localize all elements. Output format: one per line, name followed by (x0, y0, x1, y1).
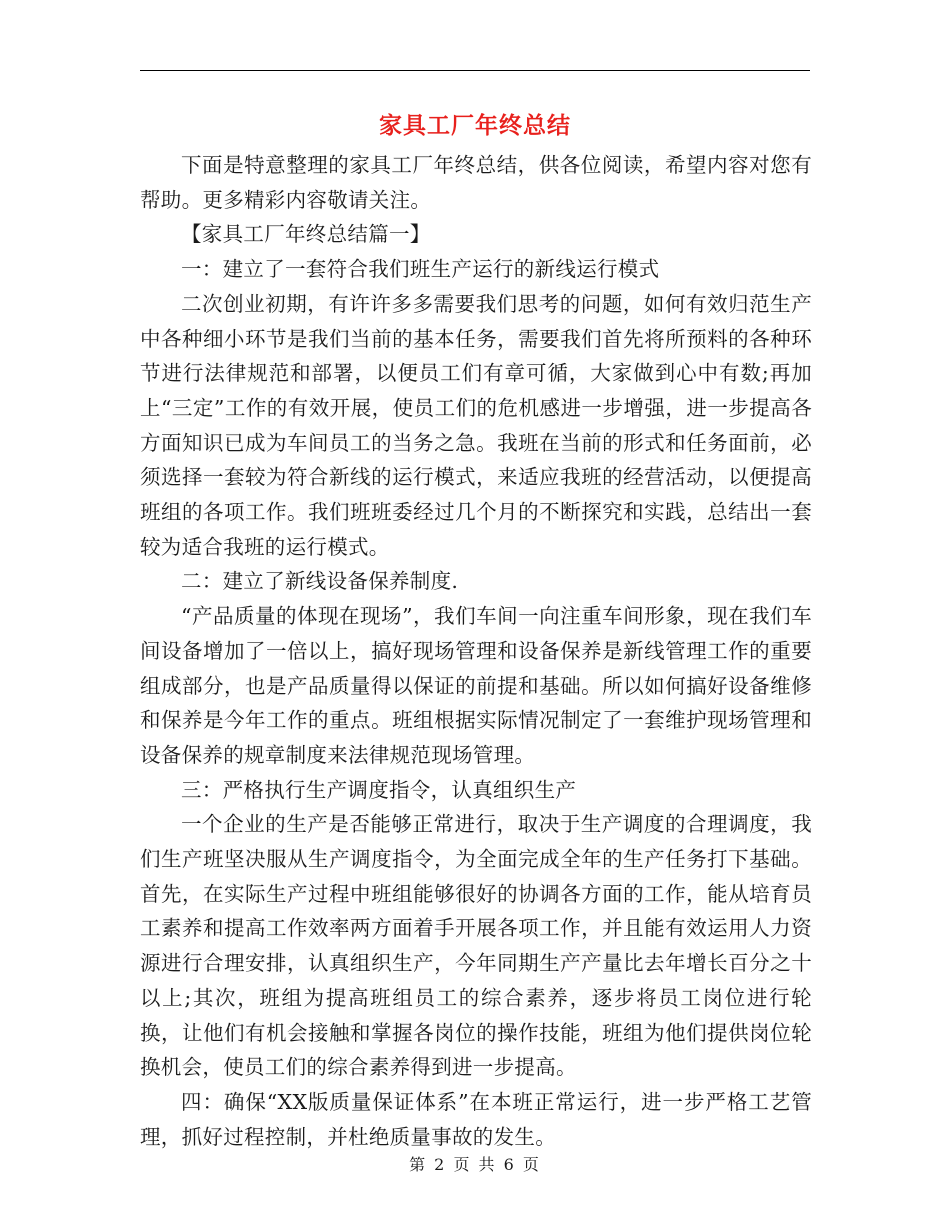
document-title: 家具工厂年终总结 (379, 112, 571, 139)
point-two-body: “产品质量的体现在现场”，我们车间一向注重车间形象，现在我们车间设备增加了一倍以上，搞好现场管理和设备保养是新线管理工作的重要组成部分，也是产品质量得以保证的前提和基础。所以如何搞好设备维修和保养是今年工作的重点。班组根据实际情况制定了一套维护现场管理和设备保养的规章制度来法律规范现场管理。 (140, 604, 812, 767)
point-one-heading: 一：建立了一套符合我们班生产运行的新线运行模式 (181, 257, 660, 282)
intro-paragraph: 下面是特意整理的家具工厂年终总结，供各位阅读，希望内容对您有帮助。更多精彩内容敬请关注。 (140, 153, 812, 212)
point-two-heading: 二：建立了新线设备保养制度. (181, 569, 459, 594)
point-three-heading: 三：严格执行生产调度指令，认真组织生产 (181, 777, 577, 802)
point-four-heading: 四：确保“XX版质量保证体系”在本班正常运行，进一步严格工艺管理，抓好过程控制，并杜绝质量事故的发生。 (140, 1089, 812, 1149)
page-number: 第 2 页 共 6 页 (409, 1155, 541, 1174)
section-heading: 【家具工厂年终总结篇一】 (181, 222, 431, 247)
point-one-body: 二次创业初期，有许许多多需要我们思考的问题，如何有效归范生产中各种细小环节是我们当前的基本任务，需要我们首先将所预料的各种环节进行法律规范和部署，以便员工们有章可循，大家做到心中有数;再加上“三定”工作的有效开展，使员工们的危机感进一步增强，进一步提高各方面知识已成为车间员工的当务之急。我班在当前的形式和任务面前，必须选择一套较为符合新线的运行模式，来适应我班的经营活动，以便提高班组的各项工作。我们班班委经过几个月的不断探究和实践，总结出一套较为适合我班的运行模式。 (140, 291, 812, 559)
point-three-body: 一个企业的生产是否能够正常进行，取决于生产调度的合理调度，我们生产班坚决服从生产调度指令，为全面完成全年的生产任务打下基础。首先，在实际生产过程中班组能够很好的协调各方面的工作，能从培育员工素养和提高工作效率两方面着手开展各项工作，并且能有效运用人力资源进行合理安排，认真组织生产，今年同期生产产量比去年增长百分之十以上;其次，班组为提高班组员工的综合素养，逐步将员工岗位进行轮换，让他们有机会接触和掌握各岗位的操作技能，班组为他们提供岗位轮换机会，使员工们的综合素养得到进一步提高。 (140, 812, 812, 1080)
document-body (140, 148, 812, 1154)
header-rule (140, 70, 810, 71)
